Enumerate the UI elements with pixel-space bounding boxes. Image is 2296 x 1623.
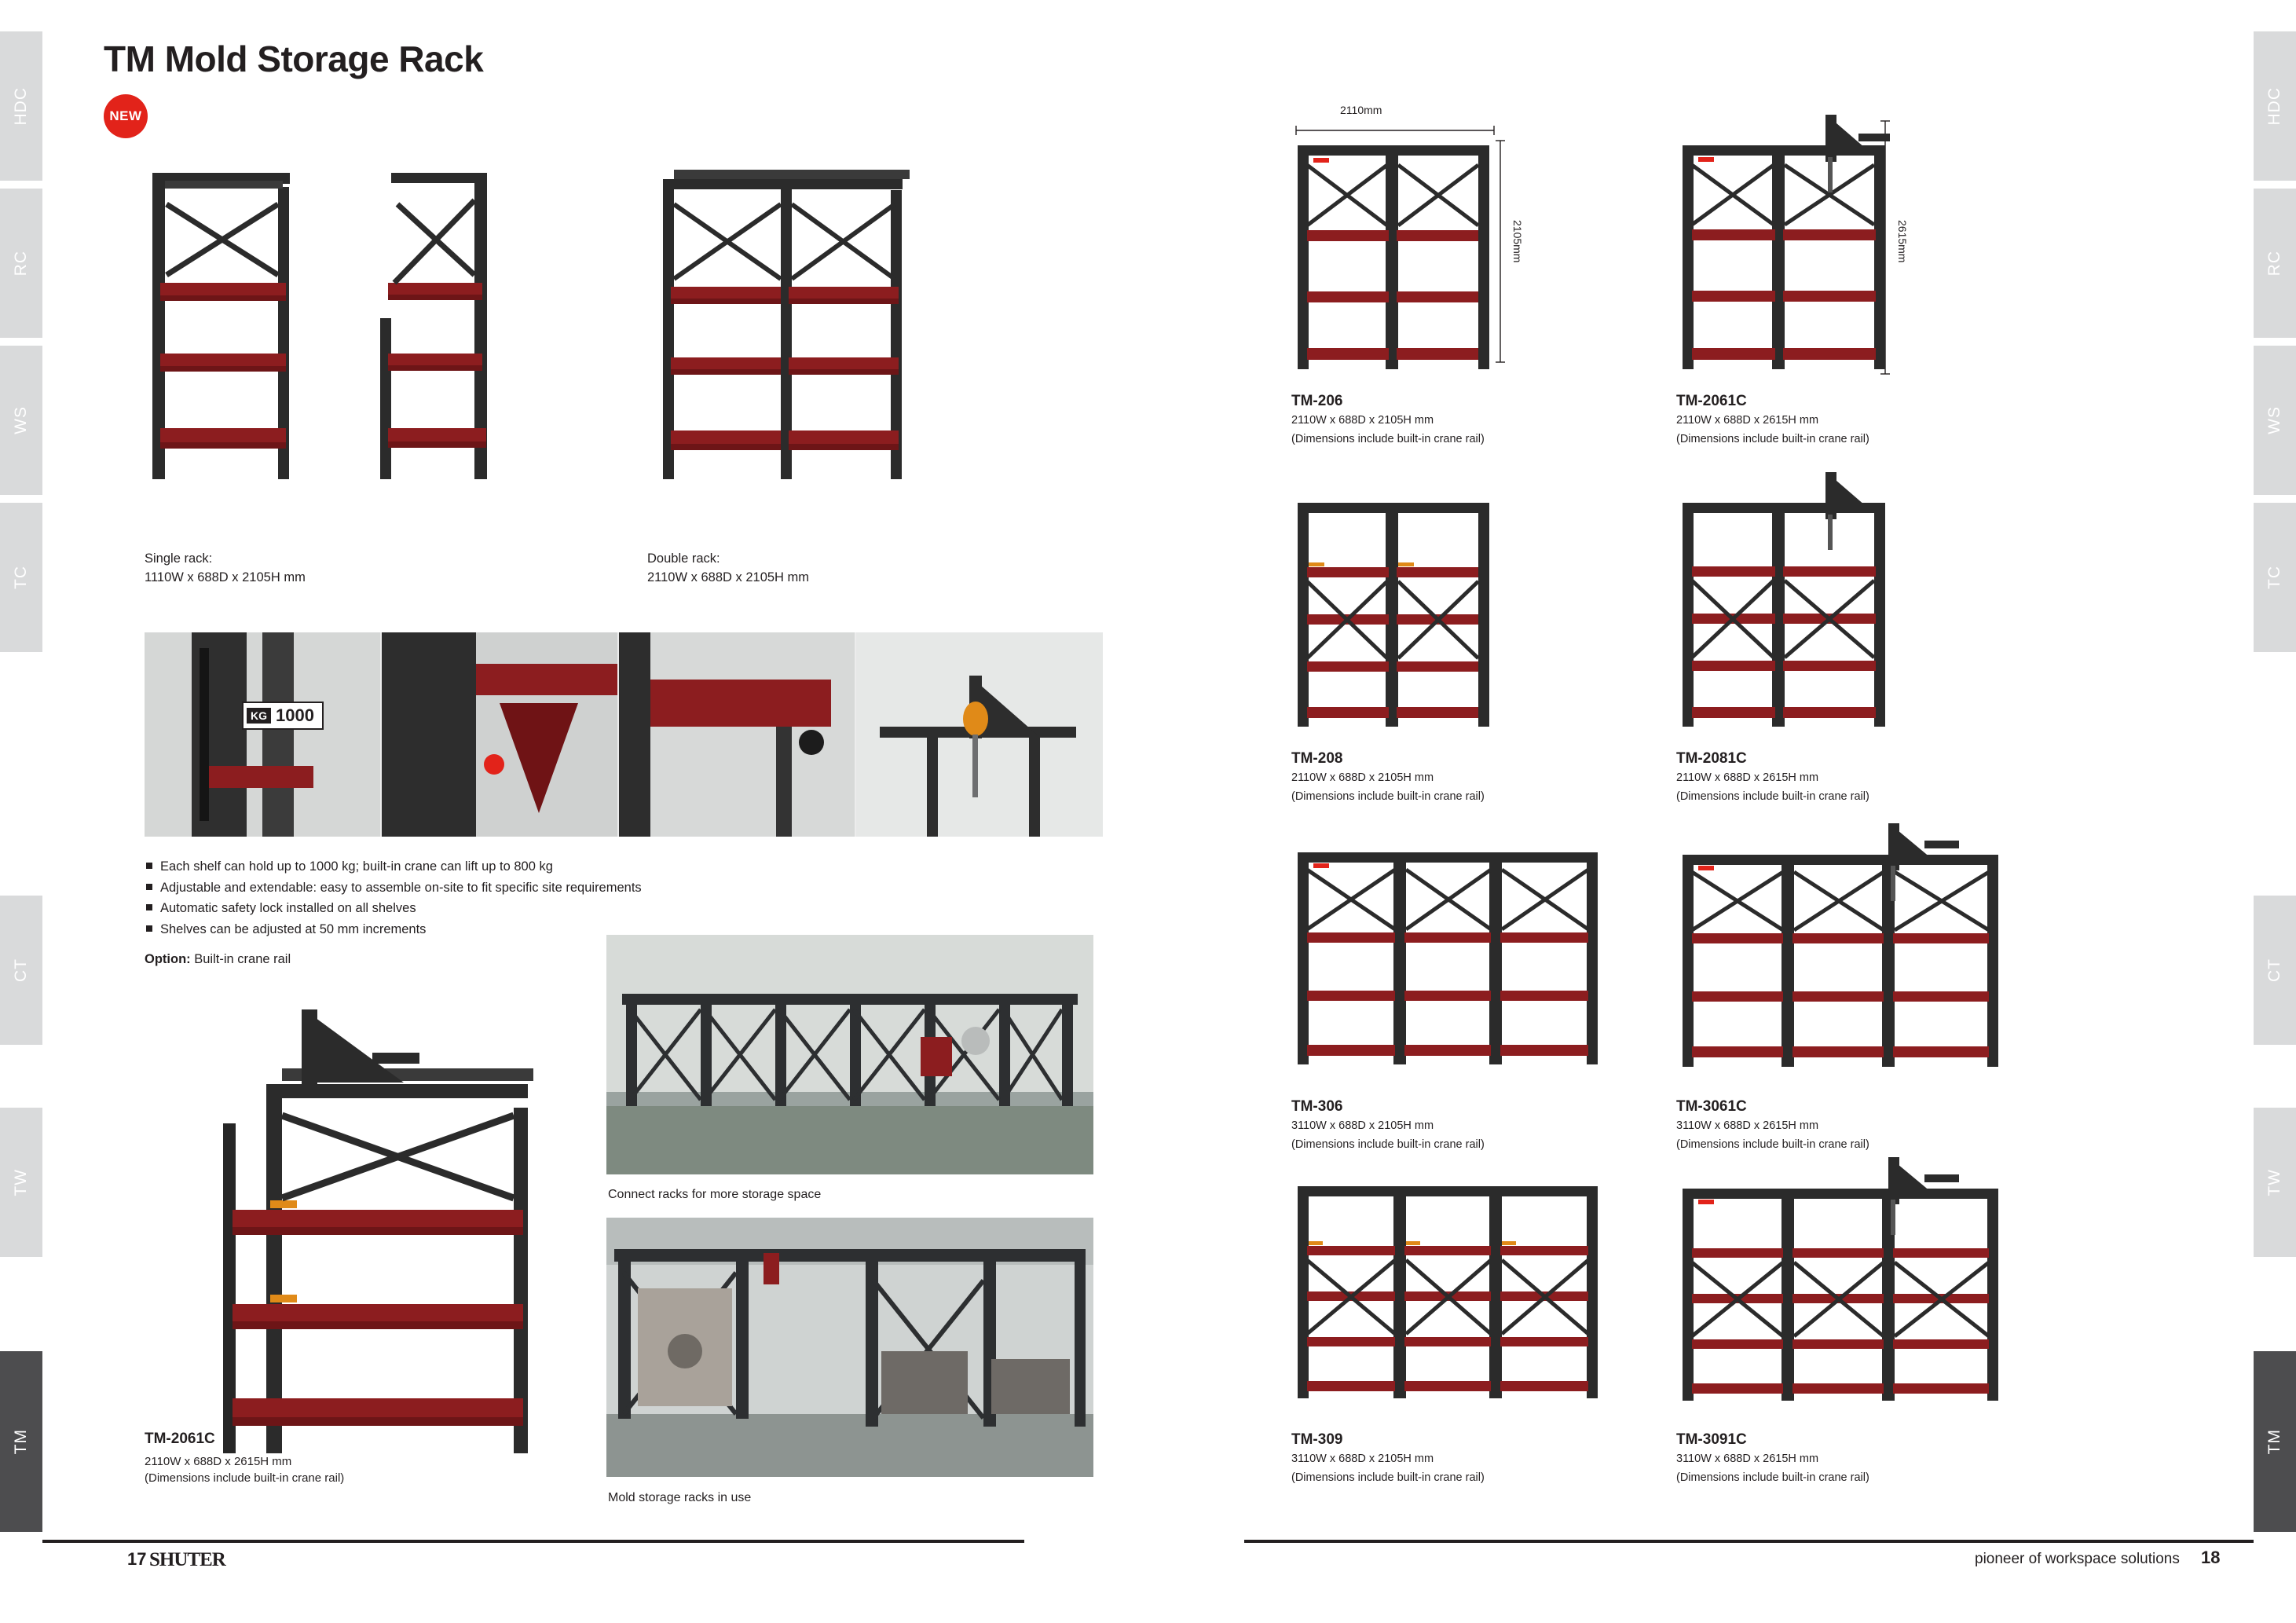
rail-tab-tc-r[interactable] (2254, 503, 2296, 652)
product-dims: 3110W x 688D x 2615H mm (1676, 1119, 1819, 1132)
rail-tab-label: TC (2265, 566, 2283, 589)
rail-tab-label: TM (12, 1428, 30, 1455)
dim-height-arrow-left (1496, 137, 1505, 365)
single-rack-exploded-figure (357, 157, 537, 487)
product-tm-206 (1291, 393, 1485, 447)
double-rack-figure (639, 157, 938, 487)
product-tm-3091c (1676, 1431, 1869, 1486)
rail-tab-label: WS (12, 406, 30, 434)
rail-tab-ct[interactable] (0, 896, 42, 1045)
product-name: TM-2081C (1676, 750, 1747, 767)
photo-connected-racks (606, 935, 1093, 1174)
product-name: TM-309 (1291, 1431, 1343, 1448)
left-page (42, 0, 1244, 1623)
product-note: (Dimensions include built-in crane rail) (1291, 790, 1485, 803)
footer-tagline: pioneer of workspace solutions (1975, 1551, 2180, 1567)
rail-tab-label: HDC (2265, 86, 2283, 126)
double-rack-label: Double rack: (647, 551, 720, 566)
page-title: TM Mold Storage Rack (104, 38, 484, 79)
product-dims: 2110W x 688D x 2615H mm (1676, 771, 1819, 784)
option-value: Built-in crane rail (194, 952, 291, 966)
product-note: (Dimensions include built-in crane rail) (1676, 432, 1869, 445)
detail-photo-2 (382, 632, 617, 837)
product-tm-3061c (1676, 1098, 1869, 1152)
rail-tab-tc[interactable] (0, 503, 42, 652)
rail-tab-ct-r[interactable] (2254, 896, 2296, 1045)
product-figure-tm-3091c (1676, 1151, 2006, 1410)
rail-tab-tm-r[interactable] (2254, 1351, 2296, 1532)
rail-tab-tw[interactable] (0, 1108, 42, 1257)
rail-tab-label: HDC (12, 86, 30, 126)
product-tm-306 (1291, 1098, 1485, 1152)
bullet-item: Shelves can be adjusted at 50 mm increments (145, 919, 930, 940)
product-figure-tm-208 (1291, 495, 1496, 738)
load-capacity-value: 1000 (276, 705, 314, 725)
rail-tab-label: RC (12, 250, 30, 277)
product-dims: 2110W x 688D x 2105H mm (1291, 771, 1434, 784)
product-dims: 2110W x 688D x 2105H mm (1291, 414, 1434, 427)
featured-rack-note: (Dimensions include built-in crane rail) (145, 1471, 345, 1486)
featured-rack-name: TM-2061C (145, 1431, 215, 1447)
rail-tab-hdc[interactable] (0, 31, 42, 181)
single-rack-figure (137, 157, 341, 487)
product-note: (Dimensions include built-in crane rail) (1676, 790, 1869, 803)
new-badge: NEW (104, 94, 148, 138)
option-label: Option: (145, 952, 191, 966)
product-note: (Dimensions include built-in crane rail) (1676, 1138, 1869, 1151)
bullet-item: Adjustable and extendable: easy to assemble on-site to fit specific site requirements (145, 877, 930, 899)
product-tm-309 (1291, 1431, 1485, 1486)
rail-tab-rc[interactable] (0, 189, 42, 338)
rail-tab-label: TW (2265, 1168, 2283, 1196)
single-rack-dims: 1110W x 688D x 2105H mm (145, 570, 306, 584)
product-name: TM-208 (1291, 750, 1343, 767)
page-number-right: 18 (2201, 1548, 2221, 1567)
product-note: (Dimensions include built-in crane rail) (1676, 1471, 1869, 1484)
product-figure-tm-2061c (1676, 110, 1896, 381)
detail-photo-3 (619, 632, 855, 837)
product-dims: 3110W x 688D x 2105H mm (1291, 1119, 1434, 1132)
product-figure-tm-306 (1291, 844, 1606, 1076)
single-rack-caption (145, 550, 306, 588)
rail-tab-ws[interactable] (0, 346, 42, 495)
rail-tab-label: TM (2265, 1428, 2283, 1455)
double-rack-caption (647, 550, 809, 588)
double-rack-dims: 2110W x 688D x 2105H mm (647, 570, 810, 584)
rail-tab-rc-r[interactable] (2254, 189, 2296, 338)
brand-logo: SHUTER (149, 1549, 225, 1570)
rail-tab-label: CT (12, 958, 30, 982)
rail-tab-label: RC (2265, 250, 2283, 277)
load-capacity-badge (242, 702, 324, 730)
featured-rack-figure (145, 990, 584, 1461)
rail-tab-label: CT (2265, 958, 2283, 982)
rail-tab-hdc-r[interactable] (2254, 31, 2296, 181)
bullet-item: Automatic safety lock installed on all shelves (145, 898, 930, 919)
single-rack-label: Single rack: (145, 551, 213, 566)
rail-tab-label: TC (12, 566, 30, 589)
dim-width-label: 2110mm (1340, 104, 1382, 116)
product-figure-tm-2081c (1676, 467, 1896, 738)
detail-photo-4-crane (856, 632, 1103, 837)
product-figure-tm-309 (1291, 1178, 1606, 1410)
kg-icon: KG (247, 708, 271, 724)
photo-racks-in-use (606, 1218, 1093, 1477)
footer-rule-right (1244, 1540, 2254, 1543)
feature-bullets (145, 856, 930, 940)
product-note: (Dimensions include built-in crane rail) (1291, 1138, 1485, 1151)
rail-tab-ws-r[interactable] (2254, 346, 2296, 495)
catalog-spread (42, 0, 2254, 1623)
product-tm-2061c (1676, 393, 1869, 447)
product-dims: 3110W x 688D x 2615H mm (1676, 1453, 1819, 1465)
product-figure-tm-3061c (1676, 817, 2006, 1076)
rail-tab-label: TW (12, 1168, 30, 1196)
product-name: TM-2061C (1676, 393, 1747, 409)
detail-photo-1 (145, 632, 380, 837)
dim-height-label-right: 2615mm (1896, 220, 1909, 263)
footer-rule-left (42, 1540, 1024, 1543)
product-figure-tm-206 (1291, 137, 1496, 381)
bullet-item: Each shelf can hold up to 1000 kg; built-in crane can lift up to 800 kg (145, 856, 930, 877)
rail-tab-label: WS (2265, 406, 2283, 434)
page-number-left: 17 (127, 1549, 147, 1569)
product-note: (Dimensions include built-in crane rail) (1291, 1471, 1485, 1484)
product-name: TM-3061C (1676, 1098, 1747, 1115)
right-page (1244, 0, 2254, 1623)
product-name: TM-306 (1291, 1098, 1343, 1115)
product-dims: 3110W x 688D x 2105H mm (1291, 1453, 1434, 1465)
rail-tab-tm[interactable] (0, 1351, 42, 1532)
featured-rack-dims: 2110W x 688D x 2615H mm (145, 1454, 292, 1468)
left-tab-rail (0, 0, 42, 1623)
product-tm-2081c (1676, 750, 1869, 804)
photo-caption-connected-racks: Connect racks for more storage space (608, 1188, 822, 1201)
product-name: TM-3091C (1676, 1431, 1747, 1448)
product-name: TM-206 (1291, 393, 1343, 409)
dim-width-arrow (1293, 126, 1497, 135)
option-line (145, 952, 291, 967)
featured-rack-caption (145, 1428, 344, 1487)
detail-photo-strip (145, 632, 1103, 837)
product-note: (Dimensions include built-in crane rail) (1291, 432, 1485, 445)
photo-caption-racks-in-use: Mold storage racks in use (608, 1491, 752, 1504)
rail-tab-tw-r[interactable] (2254, 1108, 2296, 1257)
right-tab-rail (2254, 0, 2296, 1623)
product-dims: 2110W x 688D x 2615H mm (1676, 414, 1819, 427)
product-tm-208 (1291, 750, 1485, 804)
dim-height-label-left: 2105mm (1511, 220, 1524, 263)
